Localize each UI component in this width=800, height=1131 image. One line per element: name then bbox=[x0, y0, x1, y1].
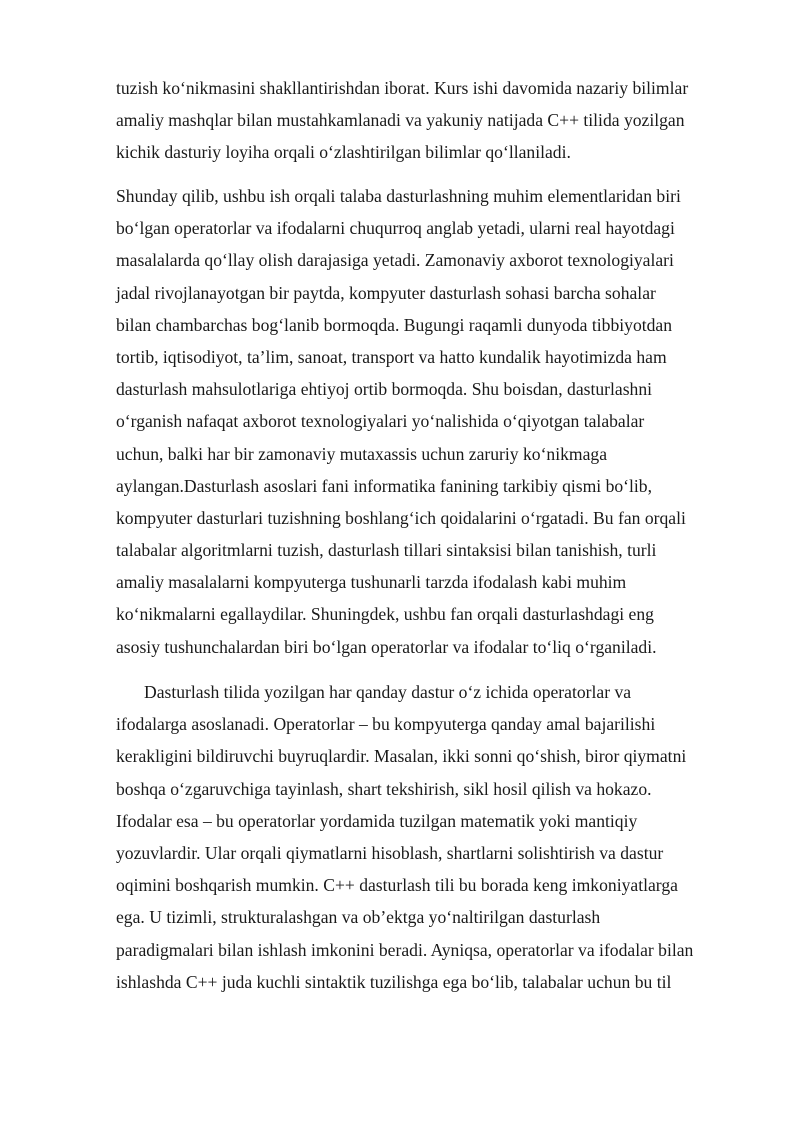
text-line: masalalarda qo‘llay olish darajasiga yetadi. Zamonaviy axborot texnologiyalari bbox=[116, 250, 674, 271]
text-line: asosiy tushunchalardan biri bo‘lgan operatorlar va ifodalar to‘liq o‘rganiladi. bbox=[116, 636, 657, 657]
text-line: Dasturlash tilida yozilgan har qanday dastur o‘z ichida operatorlar va bbox=[144, 682, 632, 702]
text-line: tortib, iqtisodiyot, ta’lim, sanoat, transport va hatto kundalik hayotimizda ham bbox=[116, 346, 667, 367]
text-line: ko‘nikmalarni egallaydilar. Shuningdek, ushbu fan orqali dasturlashdagi eng bbox=[116, 604, 654, 625]
text-line: yozuvlardir. Ular orqali qiymatlarni hisoblash, shartlarni solishtirish va dastur bbox=[116, 842, 664, 863]
paragraph-2 bbox=[116, 180, 740, 663]
text-line: Shunday qilib, ushbu ish orqali talaba dasturlashning muhim elementlaridan biri bbox=[116, 186, 681, 206]
text-line: oqimini boshqarish mumkin. C++ dasturlash tili bu borada keng imkoniyatlarga bbox=[116, 875, 678, 896]
paragraph-1 bbox=[116, 72, 740, 169]
text-line: bo‘lgan operatorlar va ifodalarni chuqurroq anglab yetadi, ularni real hayotdagi bbox=[116, 218, 675, 239]
text-line: tuzish ko‘nikmasini shakllantirishdan iborat. Kurs ishi davomida nazariy bilimlar bbox=[116, 78, 689, 98]
text-line: boshqa o‘zgaruvchiga tayinlash, shart tekshirish, sikl hosil qilish va hokazo. bbox=[116, 778, 652, 799]
text-line: dasturlash mahsulotlariga ehtiyoj ortib bormoqda. Shu boisdan, dasturlashni bbox=[116, 379, 653, 400]
text-line: amaliy mashqlar bilan mustahkamlanadi va yakuniy natijada C++ tilida yozilgan bbox=[116, 110, 685, 131]
text-line: bilan chambarchas bog‘lanib bormoqda. Bugungi raqamli dunyoda tibbiyotdan bbox=[116, 314, 673, 335]
text-line: o‘rganish nafaqat axborot texnologiyalari yo‘nalishida o‘qiyotgan talabalar bbox=[116, 411, 645, 432]
text-line: uchun, balki har bir zamonaviy mutaxassis uchun zaruriy ko‘nikmaga bbox=[116, 443, 608, 464]
text-line: amaliy masalalarni kompyuterga tushunarli tarzda ifodalash kabi muhim bbox=[116, 572, 627, 593]
text-line: ishlashda C++ juda kuchli sintaktik tuzilishga ega bo‘lib, talabalar uchun bu til bbox=[116, 971, 672, 992]
text-line: ifodalarga asoslanadi. Operatorlar – bu kompyuterga qanday amal bajarilishi bbox=[116, 714, 656, 735]
text-line: jadal rivojlanayotgan bir paytda, kompyuter dasturlash sohasi barcha sohalar bbox=[116, 282, 656, 303]
text-line: kerakligini bildiruvchi buyruqlardir. Masalan, ikki sonni qo‘shish, biror qiymatni bbox=[116, 746, 687, 767]
text-line: aylangan.Dasturlash asoslari fani informatika fanining tarkibiy qismi bo‘lib, bbox=[116, 475, 652, 496]
paragraph-3 bbox=[116, 676, 740, 998]
text-line: ega. U tizimli, strukturalashgan va ob’ektga yo‘naltirilgan dasturlash bbox=[116, 907, 601, 928]
text-line: kompyuter dasturlari tuzishning boshlang‘ich qoidalarini o‘rgatadi. Bu fan orqali bbox=[116, 507, 686, 528]
text-line: Ifodalar esa – bu operatorlar yordamida tuzilgan matematik yoki mantiqiy bbox=[116, 810, 638, 831]
text-line: paradigmalari bilan ishlash imkonini beradi. Ayniqsa, operatorlar va ifodalar bilan bbox=[116, 939, 694, 960]
text-line: talabalar algoritmlarni tuzish, dasturlash tillari sintaksisi bilan tanishish, turli bbox=[116, 540, 657, 561]
text-line: kichik dasturiy loyiha orqali o‘zlashtirilgan bilimlar qo‘llaniladi. bbox=[116, 142, 571, 163]
